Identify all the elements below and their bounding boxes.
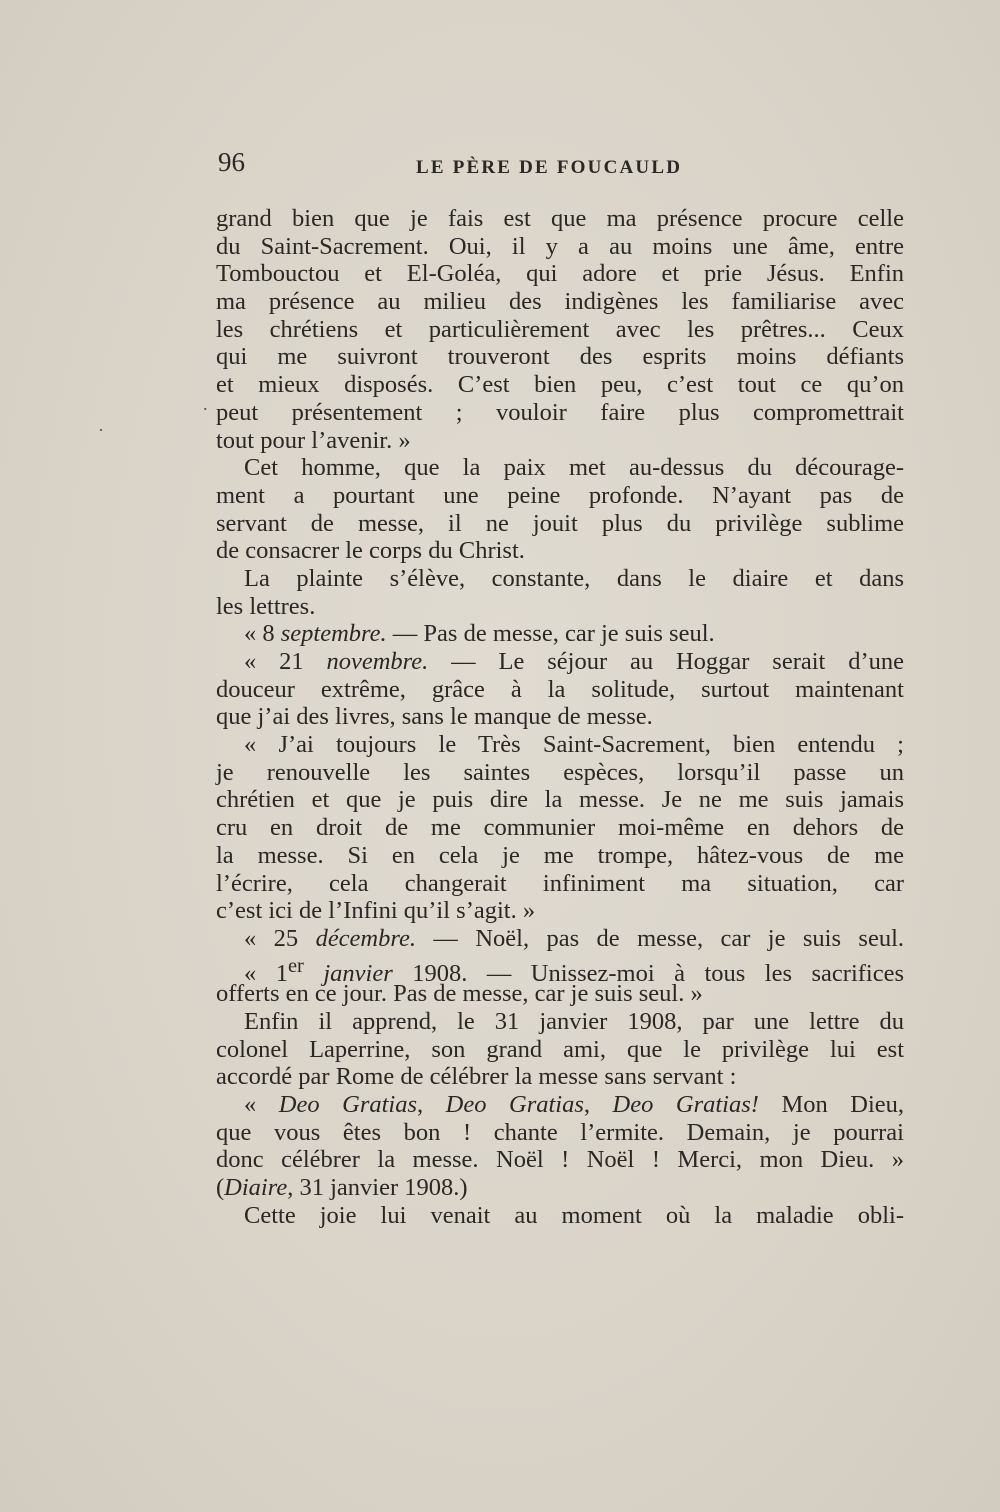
text-line: colonel Laperrine, son grand ami, que le privilège lui est — [216, 1035, 904, 1063]
text-line: que vous êtes bon ! chante l’ermite. Demain, je pourrai — [216, 1118, 904, 1146]
text-line: qui me suivront trouveront des esprits moins défiants — [216, 343, 904, 371]
text-line: « 25 décembre. — Noël, pas de messe, car je suis seul. — [244, 924, 904, 952]
running-title: LE PÈRE DE FOUCAULD — [416, 157, 683, 178]
text-line: l’écrire, cela changerait infiniment ma situation, car — [216, 869, 904, 897]
text-line: « Deo Gratias, Deo Gratias, Deo Gratias! Mon Dieu, — [244, 1091, 905, 1118]
text-line: accordé par Rome de célébrer la messe sans servant : — [216, 1063, 737, 1091]
text-line: la messe. Si en cela je me trompe, hâtez-vous de me — [216, 841, 904, 869]
text-line: offerts en ce jour. Pas de messe, car je suis seul. » — [216, 980, 703, 1008]
text-line: peut présentement ; vouloir faire plus compromettrait — [216, 398, 904, 426]
text-line: je renouvelle les saintes espèces, lorsqu’il passe un — [216, 758, 904, 786]
text-line: ma présence au milieu des indigènes les familiarise avec — [216, 288, 904, 316]
text-line: (Diaire, 31 janvier 1908.) — [216, 1174, 468, 1202]
text-line: de consacrer le corps du Christ. — [216, 537, 525, 565]
margin-speck: · — [98, 420, 104, 440]
body-text — [216, 205, 904, 1229]
text-line: « 8 septembre. — Pas de messe, car je suis seul. — [244, 620, 715, 648]
text-line: et mieux disposés. C’est bien peu, c’est tout ce qu’on — [216, 371, 904, 399]
text-line: ment a pourtant une peine profonde. N’ayant pas de — [216, 481, 904, 509]
text-line: Enfin il apprend, le 31 janvier 1908, par une lettre du — [244, 1007, 904, 1035]
running-head — [218, 146, 904, 182]
text-line: Cette joie lui venait au moment où la maladie obli- — [244, 1201, 904, 1229]
text-line: Cet homme, que la paix met au-dessus du décourage- — [244, 454, 904, 482]
text-line: servant de messe, il ne jouit plus du privilège sublime — [216, 509, 904, 537]
text-line: « J’ai toujours le Très Saint-Sacrement, bien entendu ; — [244, 731, 904, 759]
text-line: les lettres. — [216, 592, 316, 620]
text-line: tout pour l’avenir. » — [216, 426, 411, 454]
text-line: c’est ici de l’Infini qu’il s’agit. » — [216, 897, 536, 925]
text-line: grand bien que je fais est que ma présence procure celle — [216, 205, 904, 232]
text-line: « 21 novembre. — Le séjour au Hoggar serait d’une — [244, 648, 905, 675]
margin-speck: . — [203, 394, 208, 414]
page-number: 96 — [218, 147, 245, 177]
text-line: que j’ai des livres, sans le manque de messe. — [216, 703, 653, 731]
text-line: chrétien et que je puis dire la messe. Je ne me suis jamais — [216, 786, 904, 814]
text-line: douceur extrême, grâce à la solitude, surtout maintenant — [216, 675, 904, 703]
text-line: les chrétiens et particulièrement avec les prêtres... Ceux — [216, 315, 904, 343]
text-line: du Saint-Sacrement. Oui, il y a au moins une âme, entre — [216, 232, 904, 260]
text-line: donc célébrer la messe. Noël ! Noël ! Merci, mon Dieu. » — [216, 1146, 904, 1174]
text-line: « 1er janvier 1908. — Unissez-moi à tous les sacrifices — [244, 954, 904, 987]
text-line: La plainte s’élève, constante, dans le diaire et dans — [244, 564, 904, 592]
text-line: cru en droit de me communier moi-même en dehors de — [216, 814, 904, 842]
text-line: Tombouctou et El-Goléa, qui adore et prie Jésus. Enfin — [216, 260, 904, 288]
